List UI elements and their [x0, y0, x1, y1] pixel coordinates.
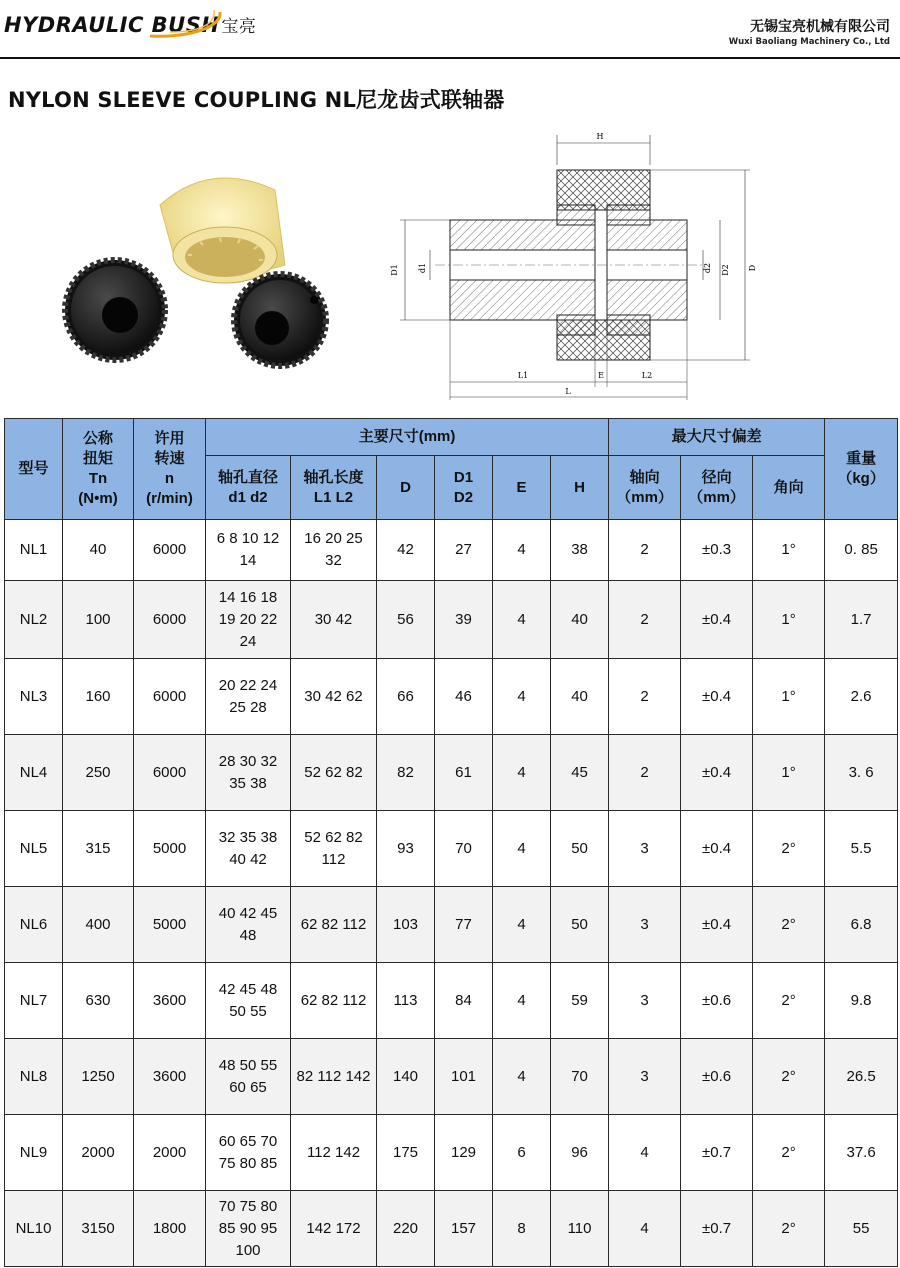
cell-n: 6000 — [134, 659, 206, 735]
coupling-product-photo — [60, 160, 360, 380]
cell-angle: 2° — [753, 887, 825, 963]
cell-angle: 1° — [753, 659, 825, 735]
cell-E: 4 — [493, 1039, 551, 1115]
table-row — [5, 1191, 898, 1267]
table-row — [5, 520, 898, 581]
cell-model: NL5 — [5, 811, 63, 887]
cell-radial: ±0.4 — [681, 887, 753, 963]
cell-tn: 250 — [63, 735, 134, 811]
cell-angle: 2° — [753, 1115, 825, 1191]
header-speed — [134, 419, 206, 520]
cell-D1: 84 — [435, 963, 493, 1039]
cell-angle: 2° — [753, 1039, 825, 1115]
header-axial-line2: （mm） — [616, 488, 673, 506]
header-D1-D2 — [435, 456, 493, 520]
cell-model: NL8 — [5, 1039, 63, 1115]
table-row — [5, 735, 898, 811]
cell-angle: 2° — [753, 1191, 825, 1267]
cell-D: 113 — [377, 963, 435, 1039]
cell-d: 70 75 80 85 90 95 100 — [206, 1191, 291, 1267]
cell-D: 42 — [377, 520, 435, 581]
label-L1: L1 — [517, 371, 529, 380]
cell-radial: ±0.4 — [681, 811, 753, 887]
cell-d: 28 30 32 35 38 — [206, 735, 291, 811]
cell-D1: 46 — [435, 659, 493, 735]
cell-l: 52 62 82 — [291, 735, 377, 811]
cell-axial: 2 — [609, 659, 681, 735]
table-row — [5, 659, 898, 735]
cell-H: 70 — [551, 1039, 609, 1115]
cell-l: 62 82 112 — [291, 887, 377, 963]
header-divider — [0, 57, 900, 59]
cell-model: NL4 — [5, 735, 63, 811]
label-L2: L2 — [641, 371, 653, 380]
cell-radial: ±0.7 — [681, 1115, 753, 1191]
cell-D: 220 — [377, 1191, 435, 1267]
cell-n: 2000 — [134, 1115, 206, 1191]
cell-radial: ±0.3 — [681, 520, 753, 581]
cell-d: 32 35 38 40 42 — [206, 811, 291, 887]
cell-radial: ±0.6 — [681, 1039, 753, 1115]
spec-table-body — [5, 520, 898, 1267]
header-speed-line3: n — [164, 470, 175, 487]
header-bore-length — [291, 456, 377, 520]
cell-D: 56 — [377, 581, 435, 659]
cell-model: NL3 — [5, 659, 63, 735]
cell-H: 40 — [551, 659, 609, 735]
header-D: D — [377, 456, 435, 520]
cell-D: 175 — [377, 1115, 435, 1191]
label-D: D — [748, 264, 757, 272]
cell-angle: 2° — [753, 963, 825, 1039]
cell-H: 96 — [551, 1115, 609, 1191]
header-D2: D2 — [453, 488, 474, 506]
cell-n: 6000 — [134, 520, 206, 581]
label-d2: d2 — [703, 262, 712, 274]
cell-angle: 1° — [753, 520, 825, 581]
header-main-dims: 主要尺寸(mm) — [206, 419, 609, 456]
header-radial — [681, 456, 753, 520]
cell-weight: 6.8 — [825, 887, 898, 963]
cell-axial: 4 — [609, 1191, 681, 1267]
cell-angle: 1° — [753, 735, 825, 811]
cell-model: NL6 — [5, 887, 63, 963]
cell-axial: 4 — [609, 1115, 681, 1191]
cell-E: 6 — [493, 1115, 551, 1191]
table-row — [5, 1039, 898, 1115]
spec-table — [4, 418, 898, 1267]
cell-E: 4 — [493, 581, 551, 659]
cell-E: 4 — [493, 887, 551, 963]
cell-angle: 1° — [753, 581, 825, 659]
label-L: L — [565, 387, 571, 396]
header-speed-line4: (r/min) — [146, 490, 193, 507]
cell-tn: 315 — [63, 811, 134, 887]
header-radial-line1: 径向 — [701, 468, 732, 486]
header-weight-line2: （kg） — [837, 470, 885, 487]
page-header — [0, 0, 900, 58]
cell-tn: 630 — [63, 963, 134, 1039]
cell-d: 42 45 48 50 55 — [206, 963, 291, 1039]
cell-H: 59 — [551, 963, 609, 1039]
header-bore-length-line1: 轴孔长度 — [303, 468, 364, 486]
cell-weight: 3. 6 — [825, 735, 898, 811]
cell-l: 62 82 112 — [291, 963, 377, 1039]
cell-D: 103 — [377, 887, 435, 963]
cell-axial: 3 — [609, 963, 681, 1039]
cell-l: 30 42 62 — [291, 659, 377, 735]
cell-tn: 400 — [63, 887, 134, 963]
header-speed-line2: 转速 — [154, 450, 185, 467]
cell-model: NL2 — [5, 581, 63, 659]
cell-n: 5000 — [134, 811, 206, 887]
header-torque-line2: 扭矩 — [82, 450, 113, 467]
logo-swoosh-icon — [130, 2, 250, 42]
label-d1: d1 — [418, 262, 427, 274]
header-angular: 角向 — [753, 456, 825, 520]
cell-radial: ±0.6 — [681, 963, 753, 1039]
cell-D1: 77 — [435, 887, 493, 963]
cell-n: 6000 — [134, 735, 206, 811]
cell-d: 6 8 10 12 14 — [206, 520, 291, 581]
header-D1: D1 — [453, 468, 474, 486]
cell-d: 40 42 45 48 — [206, 887, 291, 963]
table-row — [5, 581, 898, 659]
cell-n: 6000 — [134, 581, 206, 659]
company-name-en: Wuxi Baoliang Machinery Co., Ltd — [728, 37, 890, 47]
cell-D: 93 — [377, 811, 435, 887]
cell-E: 4 — [493, 520, 551, 581]
label-D2: D2 — [721, 264, 730, 276]
cell-E: 8 — [493, 1191, 551, 1267]
cell-radial: ±0.4 — [681, 659, 753, 735]
header-H: H — [551, 456, 609, 520]
cell-weight: 0. 85 — [825, 520, 898, 581]
cell-angle: 2° — [753, 811, 825, 887]
cell-weight: 1.7 — [825, 581, 898, 659]
cell-weight: 5.5 — [825, 811, 898, 887]
cell-l: 82 112 142 — [291, 1039, 377, 1115]
cell-radial: ±0.4 — [681, 581, 753, 659]
header-axial-line1: 轴向 — [629, 468, 660, 486]
logo-cn-text: 宝亮 — [221, 17, 257, 37]
label-H: H — [596, 132, 604, 141]
cell-D1: 27 — [435, 520, 493, 581]
cell-model: NL1 — [5, 520, 63, 581]
table-row — [5, 963, 898, 1039]
table-row — [5, 1115, 898, 1191]
cell-H: 38 — [551, 520, 609, 581]
header-torque — [63, 419, 134, 520]
cell-axial: 2 — [609, 735, 681, 811]
cell-l: 16 20 25 32 — [291, 520, 377, 581]
cell-axial: 3 — [609, 887, 681, 963]
header-bore-diameter-line2: d1 d2 — [228, 488, 268, 506]
cell-H: 110 — [551, 1191, 609, 1267]
cell-tn: 2000 — [63, 1115, 134, 1191]
cell-D1: 157 — [435, 1191, 493, 1267]
cell-tn: 40 — [63, 520, 134, 581]
cell-n: 5000 — [134, 887, 206, 963]
table-row — [5, 887, 898, 963]
cell-D1: 39 — [435, 581, 493, 659]
cell-axial: 3 — [609, 1039, 681, 1115]
cell-weight: 55 — [825, 1191, 898, 1267]
page-title: NYLON SLEEVE COUPLING NL尼龙齿式联轴器 — [8, 88, 505, 112]
cell-D1: 61 — [435, 735, 493, 811]
cell-axial: 3 — [609, 811, 681, 887]
cell-H: 50 — [551, 887, 609, 963]
cell-tn: 100 — [63, 581, 134, 659]
table-row — [5, 811, 898, 887]
cell-weight: 37.6 — [825, 1115, 898, 1191]
cell-n: 3600 — [134, 963, 206, 1039]
cell-d: 20 22 24 25 28 — [206, 659, 291, 735]
cell-radial: ±0.7 — [681, 1191, 753, 1267]
cell-H: 45 — [551, 735, 609, 811]
cell-D1: 129 — [435, 1115, 493, 1191]
cell-d: 60 65 70 75 80 85 — [206, 1115, 291, 1191]
cell-l: 52 62 82 112 — [291, 811, 377, 887]
cell-l: 142 172 — [291, 1191, 377, 1267]
cell-d: 48 50 55 60 65 — [206, 1039, 291, 1115]
company-name-cn: 无锡宝亮机械有限公司 — [750, 19, 890, 35]
cell-D: 140 — [377, 1039, 435, 1115]
cell-model: NL9 — [5, 1115, 63, 1191]
cell-tn: 3150 — [63, 1191, 134, 1267]
label-D1: D1 — [390, 264, 399, 276]
header-radial-line2: （mm） — [688, 488, 745, 506]
cell-radial: ±0.4 — [681, 735, 753, 811]
cell-model: NL10 — [5, 1191, 63, 1267]
header-bore-length-line2: L1 L2 — [313, 488, 354, 506]
header-weight-line1: 重量 — [846, 450, 877, 467]
cell-weight: 9.8 — [825, 963, 898, 1039]
company-name — [729, 16, 890, 47]
cell-axial: 2 — [609, 581, 681, 659]
cell-weight: 26.5 — [825, 1039, 898, 1115]
header-bore-diameter-line1: 轴孔直径 — [217, 468, 278, 486]
cell-l: 30 42 — [291, 581, 377, 659]
header-max-deviation: 最大尺寸偏差 — [609, 419, 825, 456]
cell-H: 50 — [551, 811, 609, 887]
header-weight — [825, 419, 898, 520]
cell-D: 66 — [377, 659, 435, 735]
cell-tn: 160 — [63, 659, 134, 735]
cell-model: NL7 — [5, 963, 63, 1039]
header-torque-line1: 公称 — [82, 430, 113, 447]
coupling-technical-drawing — [385, 125, 775, 405]
cell-axial: 2 — [609, 520, 681, 581]
header-E: E — [493, 456, 551, 520]
header-torque-line4: (N•m) — [78, 490, 118, 507]
cell-E: 4 — [493, 811, 551, 887]
cell-H: 40 — [551, 581, 609, 659]
cell-E: 4 — [493, 659, 551, 735]
header-model: 型号 — [5, 419, 63, 520]
cell-E: 4 — [493, 735, 551, 811]
cell-weight: 2.6 — [825, 659, 898, 735]
cell-l: 112 142 — [291, 1115, 377, 1191]
header-axial — [609, 456, 681, 520]
cell-n: 1800 — [134, 1191, 206, 1267]
label-E: E — [598, 371, 604, 380]
header-speed-line1: 许用 — [154, 430, 185, 447]
cell-tn: 1250 — [63, 1039, 134, 1115]
header-bore-diameter — [206, 456, 291, 520]
logo-text: HYDRAULIC BUSH — [4, 13, 220, 37]
cell-D1: 70 — [435, 811, 493, 887]
header-torque-line3: Tn — [88, 470, 108, 487]
cell-E: 4 — [493, 963, 551, 1039]
cell-D1: 101 — [435, 1039, 493, 1115]
cell-D: 82 — [377, 735, 435, 811]
cell-d: 14 16 18 19 20 22 24 — [206, 581, 291, 659]
cell-n: 3600 — [134, 1039, 206, 1115]
